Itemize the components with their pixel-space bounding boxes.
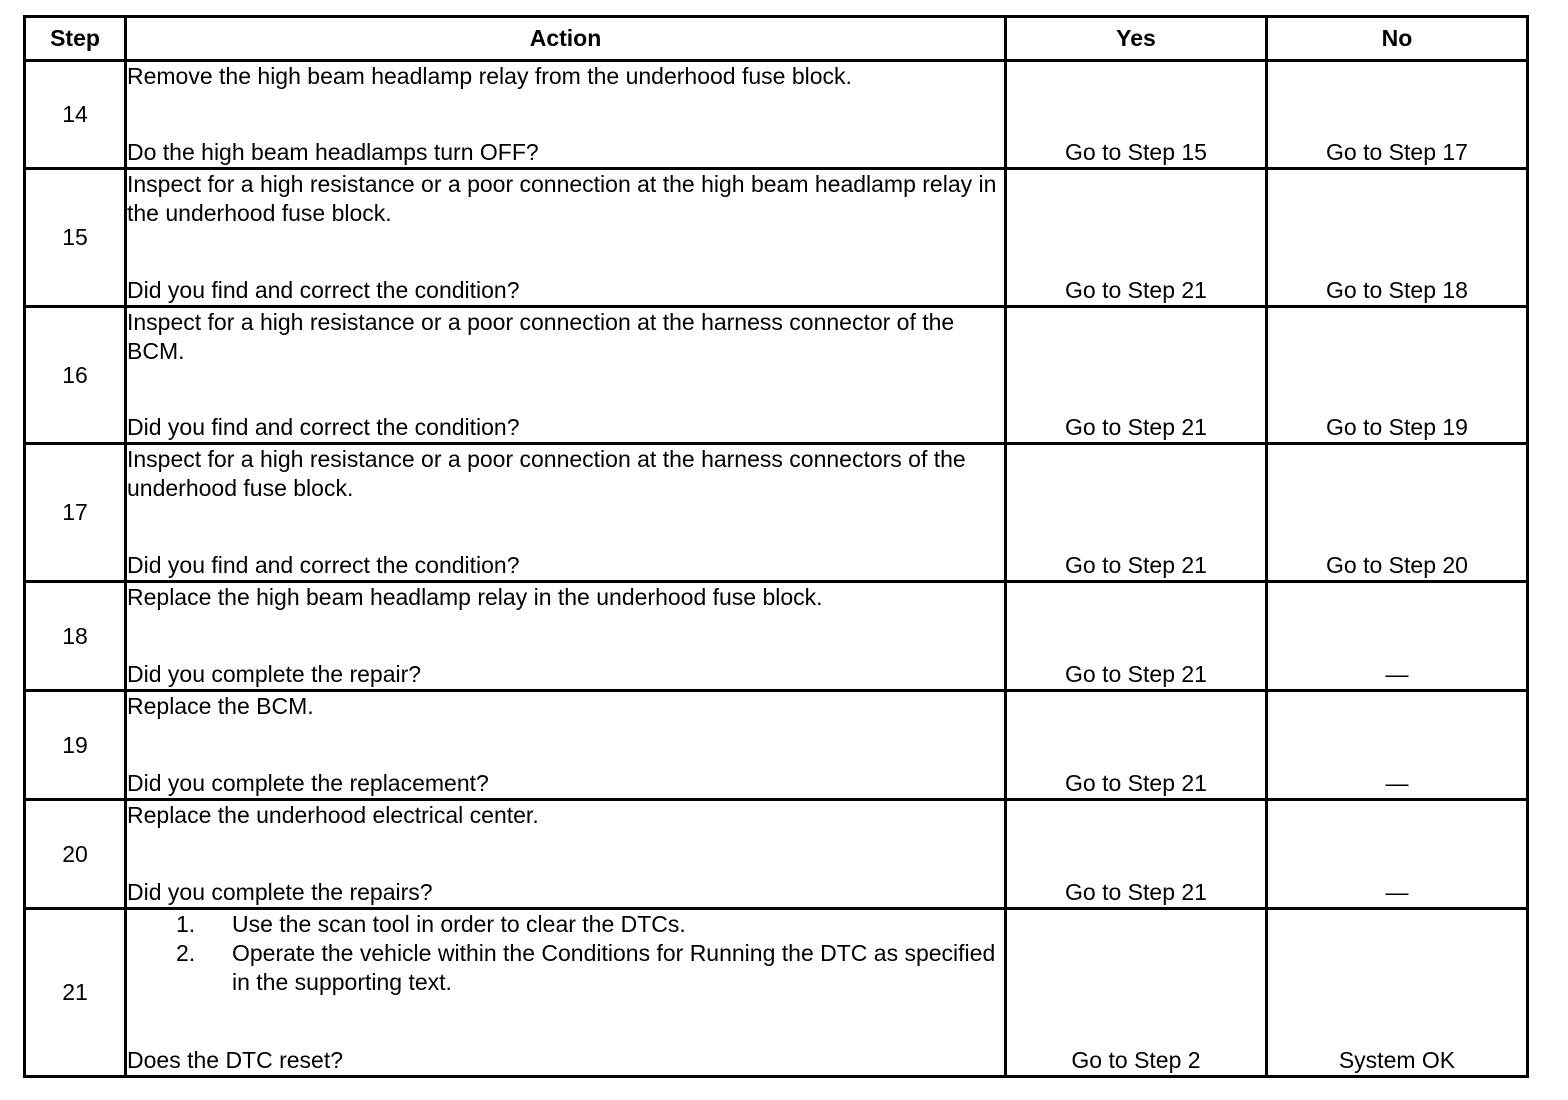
table-row [25, 909, 1528, 1077]
table-row [25, 444, 1528, 582]
action-instruction: Remove the high beam headlamp relay from the underhood fuse block. [127, 63, 852, 89]
list-item [127, 910, 1004, 939]
list-item-number: 2. [176, 940, 196, 966]
action-cell [126, 61, 1006, 169]
yes-result: Go to Step 15 [1006, 61, 1267, 169]
action-cell [126, 909, 1006, 1077]
no-result: System OK [1267, 909, 1528, 1077]
step-number: 18 [25, 582, 126, 691]
action-question: Does the DTC reset? [127, 1047, 344, 1073]
step-number: 15 [25, 169, 126, 307]
table-row [25, 582, 1528, 691]
list-item [127, 939, 1004, 997]
step-number: 21 [25, 909, 126, 1077]
action-cell [126, 444, 1006, 582]
step-number: 19 [25, 691, 126, 800]
no-result: Go to Step 17 [1267, 61, 1528, 169]
no-result: — [1267, 800, 1528, 909]
action-question: Did you find and correct the condition? [127, 277, 520, 303]
list-item-number: 1. [176, 911, 196, 937]
action-question: Did you find and correct the condition? [127, 414, 520, 440]
table-row [25, 169, 1528, 307]
no-result: — [1267, 691, 1528, 800]
no-result: Go to Step 18 [1267, 169, 1528, 307]
action-question: Did you complete the repair? [127, 661, 422, 687]
action-question: Did you complete the repairs? [127, 879, 433, 905]
table-row [25, 800, 1528, 909]
action-cell [126, 307, 1006, 444]
action-cell [126, 691, 1006, 800]
action-cell [126, 169, 1006, 307]
action-instruction: Replace the BCM. [127, 693, 314, 719]
header-action: Action [126, 17, 1006, 61]
list-item-text: Operate the vehicle within the Conditions for Running the DTC as specified in the supporting text. [232, 940, 996, 995]
yes-result: Go to Step 21 [1006, 800, 1267, 909]
step-number: 16 [25, 307, 126, 444]
action-cell [126, 800, 1006, 909]
yes-result: Go to Step 21 [1006, 169, 1267, 307]
diagnostic-table [23, 15, 1529, 1078]
yes-result: Go to Step 2 [1006, 909, 1267, 1077]
no-result: — [1267, 582, 1528, 691]
header-row [25, 17, 1528, 61]
no-result: Go to Step 20 [1267, 444, 1528, 582]
action-question: Did you find and correct the condition? [127, 552, 520, 578]
step-number: 14 [25, 61, 126, 169]
action-cell [126, 582, 1006, 691]
action-instruction: Inspect for a high resistance or a poor connection at the harness connector of the BCM. [127, 309, 955, 364]
table-row [25, 61, 1528, 169]
list-item-text: Use the scan tool in order to clear the DTCs. [232, 911, 686, 937]
yes-result: Go to Step 21 [1006, 691, 1267, 800]
header-no: No [1267, 17, 1528, 61]
action-instruction: Inspect for a high resistance or a poor connection at the high beam headlamp relay in the underhood fuse block. [127, 171, 997, 226]
table-row [25, 307, 1528, 444]
header-step: Step [25, 17, 126, 61]
header-yes: Yes [1006, 17, 1267, 61]
action-instruction: Replace the high beam headlamp relay in the underhood fuse block. [127, 584, 823, 610]
table-row [25, 691, 1528, 800]
step-number: 20 [25, 800, 126, 909]
action-instruction: Inspect for a high resistance or a poor connection at the harness connectors of the underhood fuse block. [127, 446, 966, 501]
action-step-list [127, 910, 1004, 997]
yes-result: Go to Step 21 [1006, 582, 1267, 691]
step-number: 17 [25, 444, 126, 582]
action-question: Do the high beam headlamps turn OFF? [127, 139, 539, 165]
yes-result: Go to Step 21 [1006, 307, 1267, 444]
yes-result: Go to Step 21 [1006, 444, 1267, 582]
action-question: Did you complete the replacement? [127, 770, 489, 796]
no-result: Go to Step 19 [1267, 307, 1528, 444]
action-instruction: Replace the underhood electrical center. [127, 802, 539, 828]
